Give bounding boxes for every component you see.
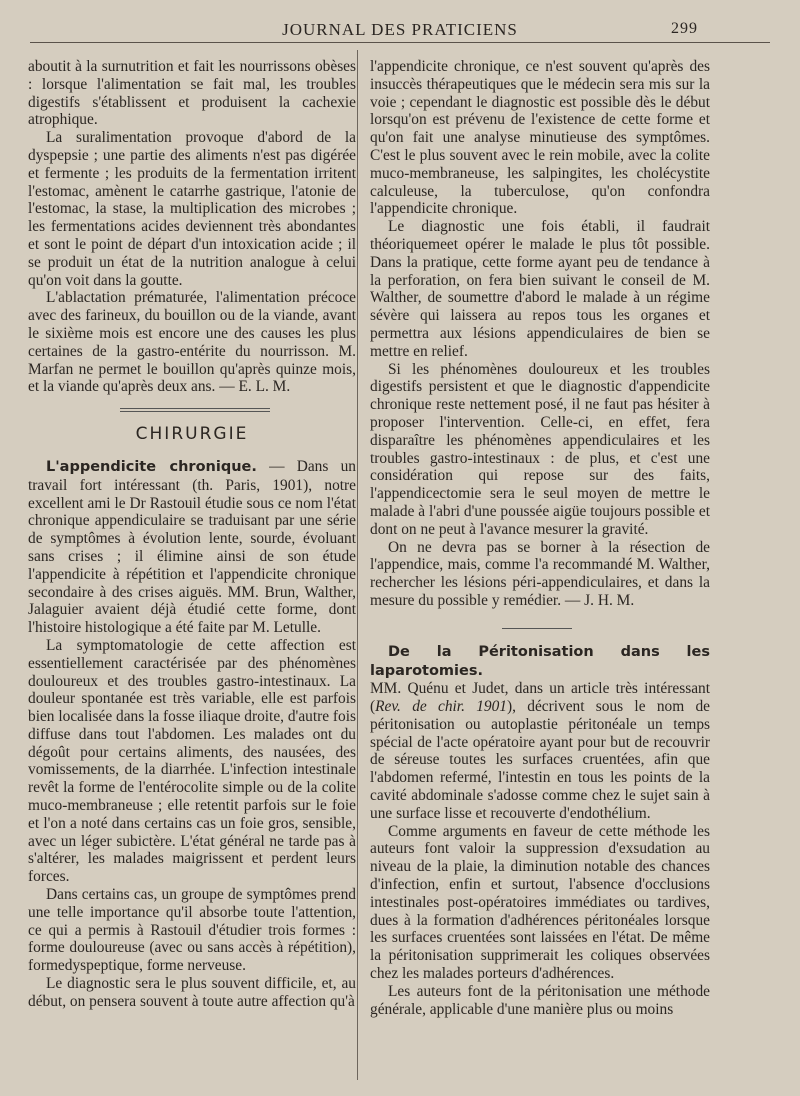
paragraph: Si les phénomènes douloureux et les troubles digestifs persistent et que le diagnostic d'appendicite chronique reste nettement posé, il ne faut pas hésiter à proposer l'intervention. Celle-ci, en effet, fera disparaître les phénomènes appendiculaires et les troubles gastro-intestinaux : de plus, et c'est une considération qui repose sur des faits, l'appendicectomie sera le seul moyen de mettre le malade à l'abri d'une poussée aigüe toujours possible et dont on ne peut à l'avance mesurer la gravité.: [370, 360, 710, 538]
paragraph: Comme arguments en faveur de cette méthode les auteurs font valoir la suppression d'exsudation au niveau de la plaie, la diminution notable des chances d'infection, enfin et surtout, l'absence d'occlusions intestinales post-opératoires immédiates ou tardives, dues à la formation d'adhérences péritonéales lorsque les surfaces cruentées sont laissées en l'état. De même la péritonisation supprimerait les coliques observées chez les malades porteurs d'adhérences.: [370, 822, 710, 983]
paragraph: La symptomatologie de cette affection est essentiellement caractérisée par des phénomènes douloureux et des troubles gastro-intestinaux. La douleur spontanée est très variable, elle est parfois bien localisée dans la fosse iliaque droite, d'autre fois diffuse dans tout l'abdomen. Les malades ont du dégoût pour certains aliments, des nausées, des vomissements, de la diarrhée. L'infection intestinale revêt la forme de l'entérocolite simple ou de la colite muco-membraneuse ; elle retentit parfois sur le foie et l'on a noté dans certains cas un foie gros, sensible, avec un léger subictère. L'état général ne tarde pas à s'altérer, les malades maigrissent et perdent leurs forces.: [28, 636, 357, 886]
paragraph: l'appendicite chronique, ce n'est souvent qu'après des insuccès thérapeutiques que le médecin sera mis sur la voie ; cependant le diagnostic est possible dès le début lorsqu'on est prévenu de l'existence de cette forme et qu'on fait une analyse minutieuse des symptômes. C'est le plus souvent avec le rein mobile, avec la colite muco-membraneuse, les salpingites, les cholécystite calculeuse, la tuberculose, qu'on confondra l'appendicite chronique.: [370, 58, 710, 218]
running-header: [30, 16, 770, 43]
paragraph: aboutit à la surnutrition et fait les nourrissons obèses : lorsque l'alimentation se fait mal, les troubles digestifs s'établissent et produisent la cachexie atrophique.: [28, 58, 356, 129]
column-divider: [357, 50, 358, 1080]
paragraph: Les auteurs font de la péritonisation une méthode générale, applicable d'une manière plus ou moins: [370, 982, 710, 1018]
article-title: L'appendicite chronique.: [46, 458, 257, 475]
paragraph: [370, 680, 710, 822]
section-title: CHIRURGIE: [135, 424, 249, 445]
paragraph-text: MM. Quénu et Judet, dans un article très intéressant (: [370, 680, 710, 716]
paragraph: Le diagnostic sera le plus souvent difficile, et, au début, on pensera souvent à toute autre affection qu'à: [28, 975, 356, 1010]
paragraph: [28, 458, 356, 637]
journal-title: JOURNAL DES PRATICIENS: [282, 20, 518, 39]
article-title: De la Péritonisation dans les laparotomies.: [370, 643, 710, 679]
page-number: 299: [671, 20, 698, 37]
journal-reference: Rev. de chir. 1901: [375, 698, 507, 716]
paragraph: Le diagnostic une fois établi, il faudrait théoriquemeet opérer le malade le plus tôt possible. Dans la pratique, cette forme ayant peu de tendance à la perforation, on fera bien suivant le conseil de M. Walther, de soumettre d'abord le malade à un régime sévère qui laissera au repos tous les organes et permettra aux lésions appendiculaires de bien se mettre en relief.: [370, 218, 710, 360]
article-separator: [502, 628, 572, 629]
section-rule: [120, 408, 270, 412]
paragraph: L'ablactation prématurée, l'alimentation précoce avec des farineux, du bouillon ou de la viande, avant le sixième mois est encore une des causes les plus certaines de la gastro-entérite du nourrisson. M. Marfan ne permet le bouillon qu'après quinze mois, et la viande qu'après deux ans. — E. L. M.: [28, 289, 356, 396]
paragraph: On ne devra pas se borner à la résection de l'appendice, mais, comme l'a recommandé M. Walther, rechercher les lésions péri-appendiculaires, et dans la mesure du possible y remédier. — J. H. M.: [370, 538, 710, 609]
paragraph-text: — Dans un travail fort intéressant (th. Paris, 1901), notre excellent ami le Dr Rastouil étudie sous ce nom l'état chronique appendiculaire se traduisant par une série de symptômes à évolution lente, sourde, évoluant sans crises ; il élimine ainsi de son étude l'appendicite à répétition et l'appendicite chronique secondaire à des crises aiguës. MM. Brun, Walther, Jalaguier avaient déjà étudié cette forme, dont l'histoire histologique a été faite par M. Letulle.: [28, 457, 356, 637]
paragraph-text: ), décrivent sous le nom de péritonisation ou autoplastie péritonéale un temps spécial de l'acte opératoire ayant pour but de recouvrir de séreuse toutes les surfaces cruentées, afin que l'abdomen refermé, l'intestin en tous les points de la cavité abdominale s'adosse comme chez le sujet sain à une surface lisse et recouverte d'endothélium.: [370, 698, 710, 822]
paragraph: Dans certains cas, un groupe de symptômes prend une telle importance qu'il absorbe toute l'attention, ce qui a permis à Rastouil d'étudier trois formes : forme douloureuse (avec ou sans accès à répétition), formedyspeptique, forme nerveuse.: [28, 886, 356, 975]
left-column: [28, 58, 356, 1011]
article-heading: [370, 643, 710, 681]
right-column: [370, 58, 710, 1018]
paragraph: La suralimentation provoque d'abord de la dyspepsie ; une partie des aliments n'est pas digérée et fermente ; les produits de la fermentation irritent l'estomac, amènent le catarrhe gastrique, l'atonie de l'estomac, la stase, la multiplication des microbes ; les fermentations acides deviennent très abondantes et sont le point de départ d'un intoxication acide ; il se produit un état de la nutrition analogue à celui qu'on voit dans la goutte.: [28, 129, 356, 289]
